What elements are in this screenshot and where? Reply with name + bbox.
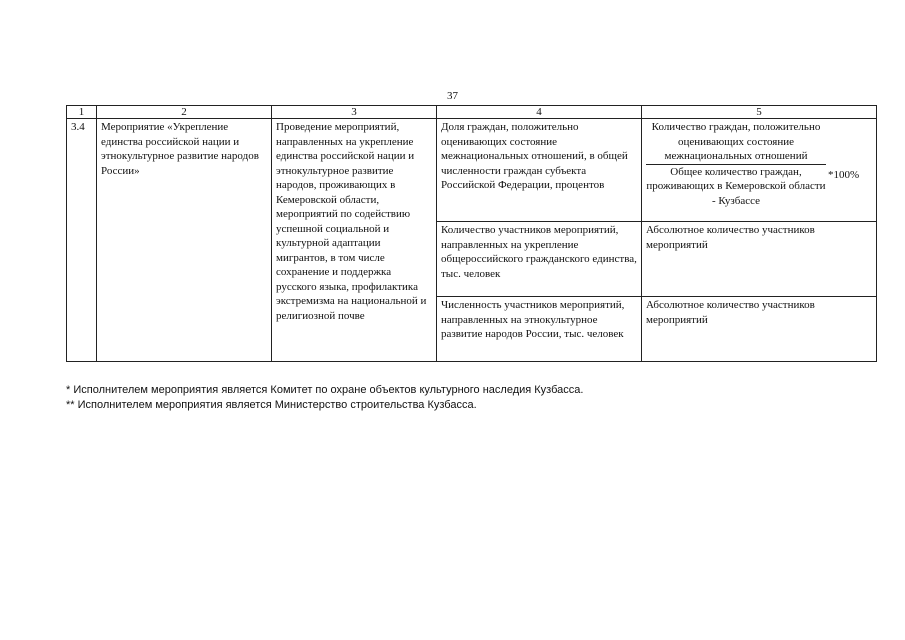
table-header-row <box>67 106 877 119</box>
event-name: Мероприятие «Укрепление единства российской нации и этнокультурное развитие народов России» <box>97 119 272 362</box>
formula-multiplier: *100% <box>828 169 860 181</box>
indicator-calculation: Абсолютное количество участников мероприятий <box>642 222 877 297</box>
formula-fraction <box>646 120 872 208</box>
indicator-name: Доля граждан, положительно оценивающих состояние межнациональных отношений, в общей численности граждан субъекта Российской Федерации, процентов <box>437 119 642 222</box>
program-table <box>66 105 877 362</box>
indicator-calculation: Абсолютное количество участников мероприятий <box>642 297 877 362</box>
table-row <box>67 119 877 222</box>
row-number: 3.4 <box>67 119 97 362</box>
footnote: ** Исполнителем мероприятия является Министерство строительства Кузбасса. <box>66 399 477 411</box>
formula-denominator: Общее количество граждан, проживающих в Кемеровской области - Кузбассе <box>646 165 826 207</box>
formula-numerator: Количество граждан, положительно оценивающих состояние межнациональных отношений <box>651 121 821 162</box>
header-cell-2: 2 <box>97 106 272 119</box>
indicator-name: Количество участников мероприятий, направленных на укрепление общероссийского гражданского единства, тыс. человек <box>437 222 642 297</box>
indicator-name: Численность участников мероприятий, направленных на этнокультурное развитие народов России, тыс. человек <box>437 297 642 362</box>
page-number: 37 <box>447 90 458 102</box>
indicator-formula <box>642 119 877 222</box>
footnotes <box>66 383 583 413</box>
event-description: Проведение мероприятий, направленных на укрепление единства российской нации и этнокультурное развитие народов, проживающих в Кемеровской области, мероприятий по содействию успешной социальной и культурной адаптации мигрантов, в том числе сохранение и поддержка русского языка, профилактика экстремизма на национальной и религиозной почве <box>272 119 437 362</box>
header-cell-1: 1 <box>67 106 97 119</box>
header-cell-5: 5 <box>642 106 877 119</box>
footnote: * Исполнителем мероприятия является Комитет по охране объектов культурного наследия Кузбасса. <box>66 384 584 396</box>
header-cell-3: 3 <box>272 106 437 119</box>
header-cell-4: 4 <box>437 106 642 119</box>
